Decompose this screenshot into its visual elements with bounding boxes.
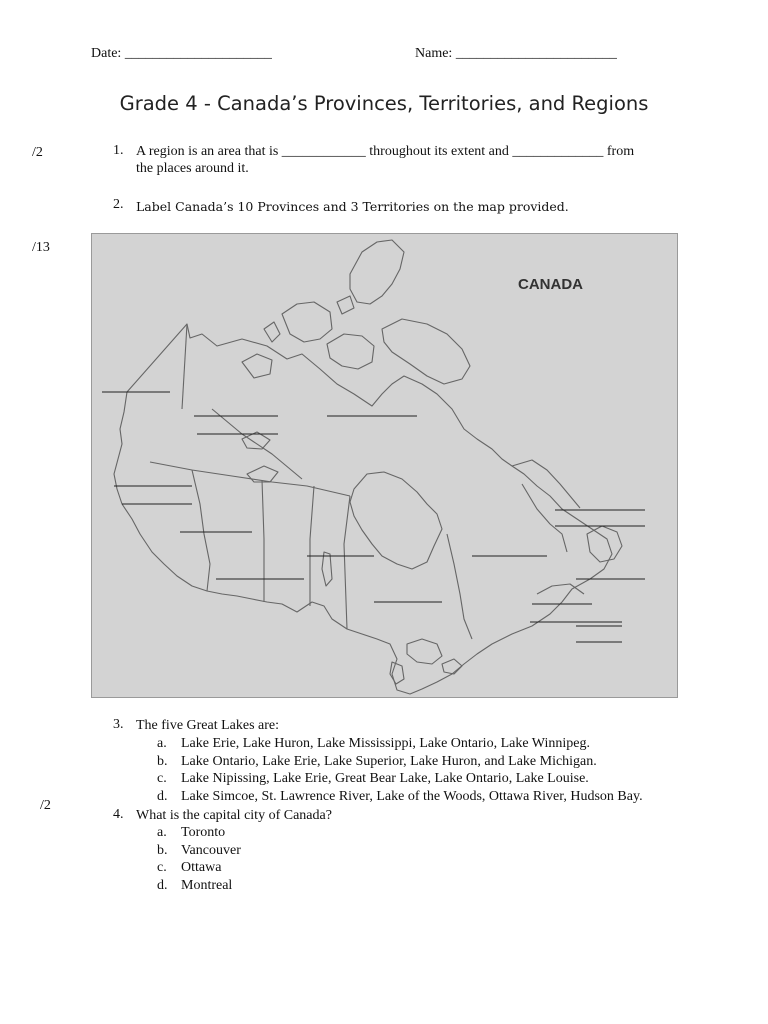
boundary-quebec-labrador [522,484,567,552]
option-text: Vancouver [181,842,241,858]
newfoundland-outline [587,526,622,562]
option-3c[interactable] [157,770,643,788]
question-3-options [157,735,643,805]
option-3d[interactable] [157,788,643,806]
option-text: Lake Simcoe, St. Lawrence River, Lake of the Woods, Ottawa River, Hudson Bay. [181,788,643,804]
arctic-island-1 [350,240,404,304]
arctic-island-2 [282,302,332,342]
option-letter: c. [157,860,167,876]
boundary-maritimes [537,584,584,594]
arctic-island-4 [264,322,280,342]
canada-map-drawing [92,234,678,698]
question-2-number: 2. [113,197,124,212]
score-q1: /2 [32,145,43,160]
option-4a[interactable] [157,824,241,842]
boundary-sask-manitoba [310,486,314,606]
option-text: Lake Erie, Lake Huron, Lake Mississippi, Lake Ontario, Lake Winnipeg. [181,736,590,751]
arctic-island-6 [242,354,272,378]
option-letter: b. [157,842,168,858]
question-4-options [157,824,241,894]
boundary-bc-alberta [192,470,210,591]
question-3-number: 3. [113,717,124,732]
option-letter: a. [157,825,167,840]
great-bear-lake [242,432,270,449]
option-3a[interactable] [157,735,643,753]
option-text: Lake Ontario, Lake Erie, Lake Superior, Lake Huron, and Lake Michigan. [181,753,597,769]
boundary-60th-parallel [150,462,350,496]
question-2-text: Label Canada’s 10 Provinces and 3 Territories on the map provided. [136,199,569,214]
option-letter: c. [157,771,167,787]
boundary-alberta-sask [262,480,264,602]
arctic-island-5 [382,319,470,384]
boundary-nwt-nunavut [212,409,302,479]
option-letter: d. [157,788,168,804]
question-1-number: 1. [113,143,124,158]
hudson-bay-outline [350,472,442,569]
option-text: Toronto [181,825,226,840]
name-field[interactable]: Name: _______________________ [415,46,617,61]
boundary-yukon-nwt [182,324,187,409]
date-field[interactable]: Date: _____________________ [91,46,272,61]
question-4-number: 4. [113,807,124,822]
map-label: CANADA [518,276,583,293]
page-title: Grade 4 - Canada’s Provinces, Territories, and Regions [119,92,649,115]
option-4d[interactable] [157,877,241,895]
option-text: Montreal [181,877,233,893]
arctic-island-3 [327,334,374,369]
option-letter: a. [157,736,167,751]
question-1-line-1: A region is an area that is ____________ throughout its extent and _____________ from [136,144,635,159]
great-lakes-outline [390,639,462,684]
question-3-text: The five Great Lakes are: [136,718,280,733]
option-text: Lake Nipissing, Lake Erie, Great Bear Lake, Lake Ontario, Lake Louise. [181,771,589,787]
option-text: Ottawa [181,860,222,876]
canada-map [91,233,678,698]
lake-winnipeg [322,552,332,586]
option-3b[interactable] [157,753,643,771]
question-1-line-2: the places around it. [136,161,249,176]
score-q3-q4: /2 [40,798,51,813]
boundary-manitoba-ontario [344,496,350,629]
boundary-ontario-quebec [447,534,472,639]
option-4c[interactable] [157,859,241,877]
question-4-text: What is the capital city of Canada? [136,808,332,823]
option-letter: d. [157,877,168,893]
option-letter: b. [157,753,168,769]
arctic-island-7 [337,296,354,314]
option-4b[interactable] [157,842,241,860]
score-q2: /13 [32,240,50,255]
great-slave-lake [247,466,278,482]
